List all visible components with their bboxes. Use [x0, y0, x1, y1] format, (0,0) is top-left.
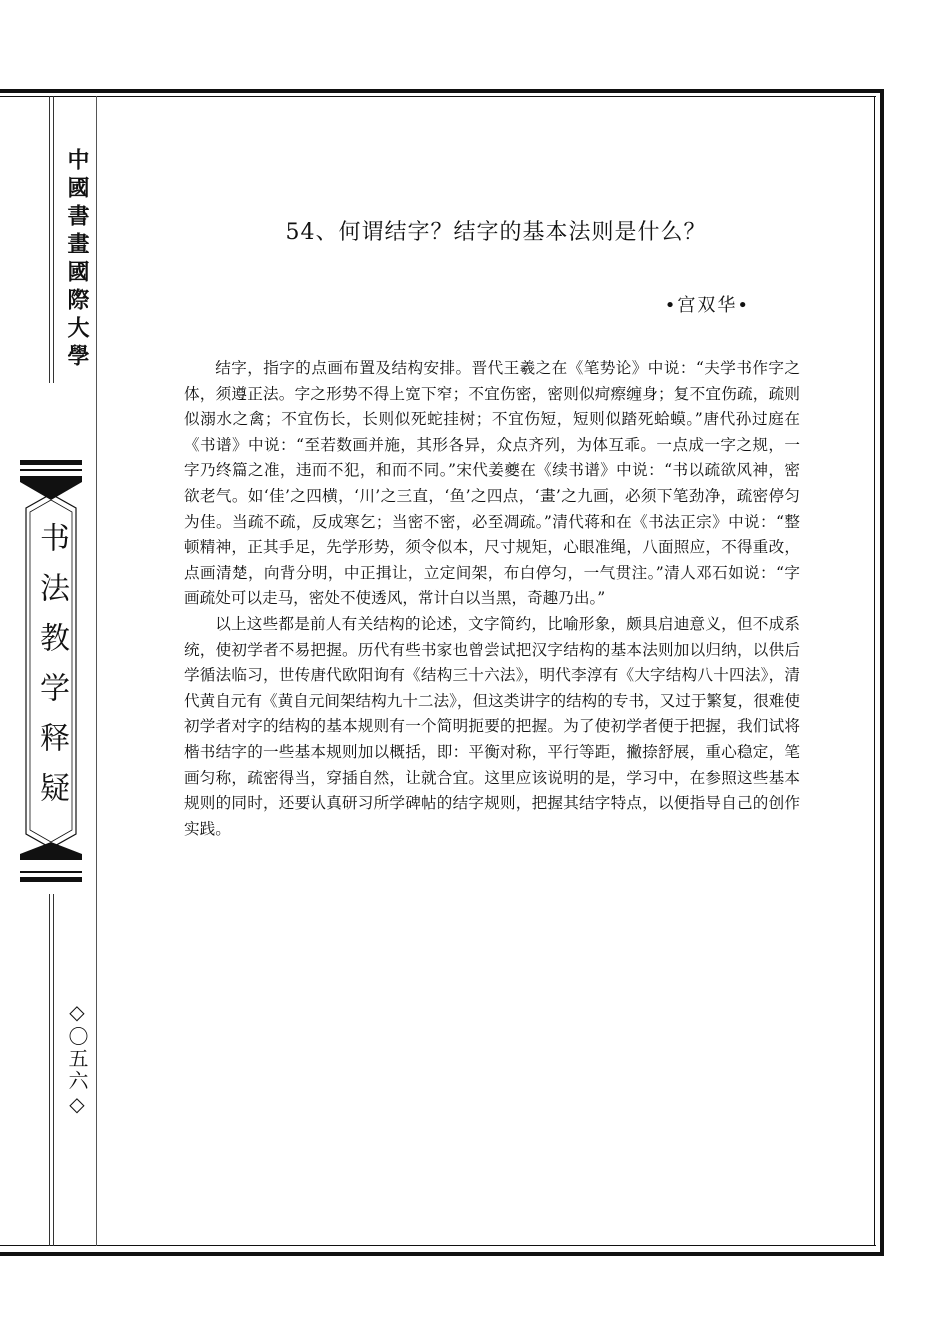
paragraph: 结字，指字的点画布置及结构安排。晋代王羲之在《笔势论》中说：“夫学书作字之体，须遵正法。字之形势不得上宽下窄；不宜伤密，密则似疴瘵缠身；复不宜伤疏，疏则似溺水之禽；不宜伤长，长则似死蛇挂树；不宜伤短，短则似踏死蛤蟆。”唐代孙过庭在《书谱》中说：“至若数画并施，其形各异，众点齐列，为体互乖。一点成一字之规，一字乃终篇之准，违而不犯，和而不同。”宋代姜夔在《续书谱》中说：“书以疏欲风神，密欲老气。如‘佳’之四横，‘川’之三直，‘鱼’之四点，‘畫’之九画，必须下笔劲净，疏密停匀为佳。当疏不疏，反成寒乞；当密不密，必至凋疏。”清代蒋和在《书法正宗》中说：“整顿精神，正其手足，先学形势，须令似本，尺寸规矩，心眼准绳，八面照应，不得重改，点画清楚，向背分明，中正揖让，立定间架，布白停匀，一气贯注。”清人邓石如说：“字画疏处可以走马，密处不使透风，常计白以当黑，奇趣乃出。” [184, 359, 800, 608]
frame-top-inner-border [0, 96, 876, 97]
frame-right-inner-border [874, 96, 875, 1246]
page-number-text: ◇〇五六◇ [65, 1000, 89, 1118]
frame-right-border [880, 89, 884, 1256]
sidebar-rule-left-top-2 [53, 96, 54, 383]
institution-name [60, 148, 94, 372]
frame-bottom-border [0, 1252, 884, 1256]
sidebar-rule-left-bottom-2 [53, 894, 54, 1246]
series-title-text: 书法教学释疑 [34, 522, 69, 822]
frame-bottom-inner-border [0, 1245, 876, 1246]
sidebar-rule-left-bottom [49, 894, 50, 1246]
series-title [20, 522, 82, 822]
paragraph: 以上这些都是前人有关结构的论述，文字简约，比喻形象，颇具启迪意义，但不成系统，使初学者不易把握。历代有些书家也曾尝试把汉字结构的基本法则加以归纳，以供后学循法临习，世传唐代欧阳询有《结构三十六法》，明代李淳有《大字结构八十四法》，清代黄自元有《黄自元间架结构九十二法》，但这类讲字的结构的专书，又过于繁复，很难使初学者对字的结构的基本规则有一个简明扼要的把握。为了使初学者便于把握，我们试将楷书结字的一些基本规则加以概括，即：平衡对称，平行等距，撇捺舒展，重心稳定，笔画匀称，疏密得当，穿插自然，让就合宜。这里应该说明的是，学习中，在参照这些基本规则的同时，还要认真研习所学碑帖的结字规则，把握其结字特点，以便指导自己的创作实践。 [184, 614, 800, 838]
frame-top-border [0, 89, 884, 93]
sidebar-rule-left-top [49, 96, 50, 383]
article-title: 54、何谓结字？结字的基本法则是什么？ [285, 220, 707, 245]
institution-name-text: 中國書畫國際大學 [64, 148, 90, 372]
article-body [184, 356, 800, 842]
page-number [60, 1000, 94, 1118]
article-author: •宫双华• [664, 295, 750, 316]
sidebar-rule-right [96, 96, 97, 1246]
